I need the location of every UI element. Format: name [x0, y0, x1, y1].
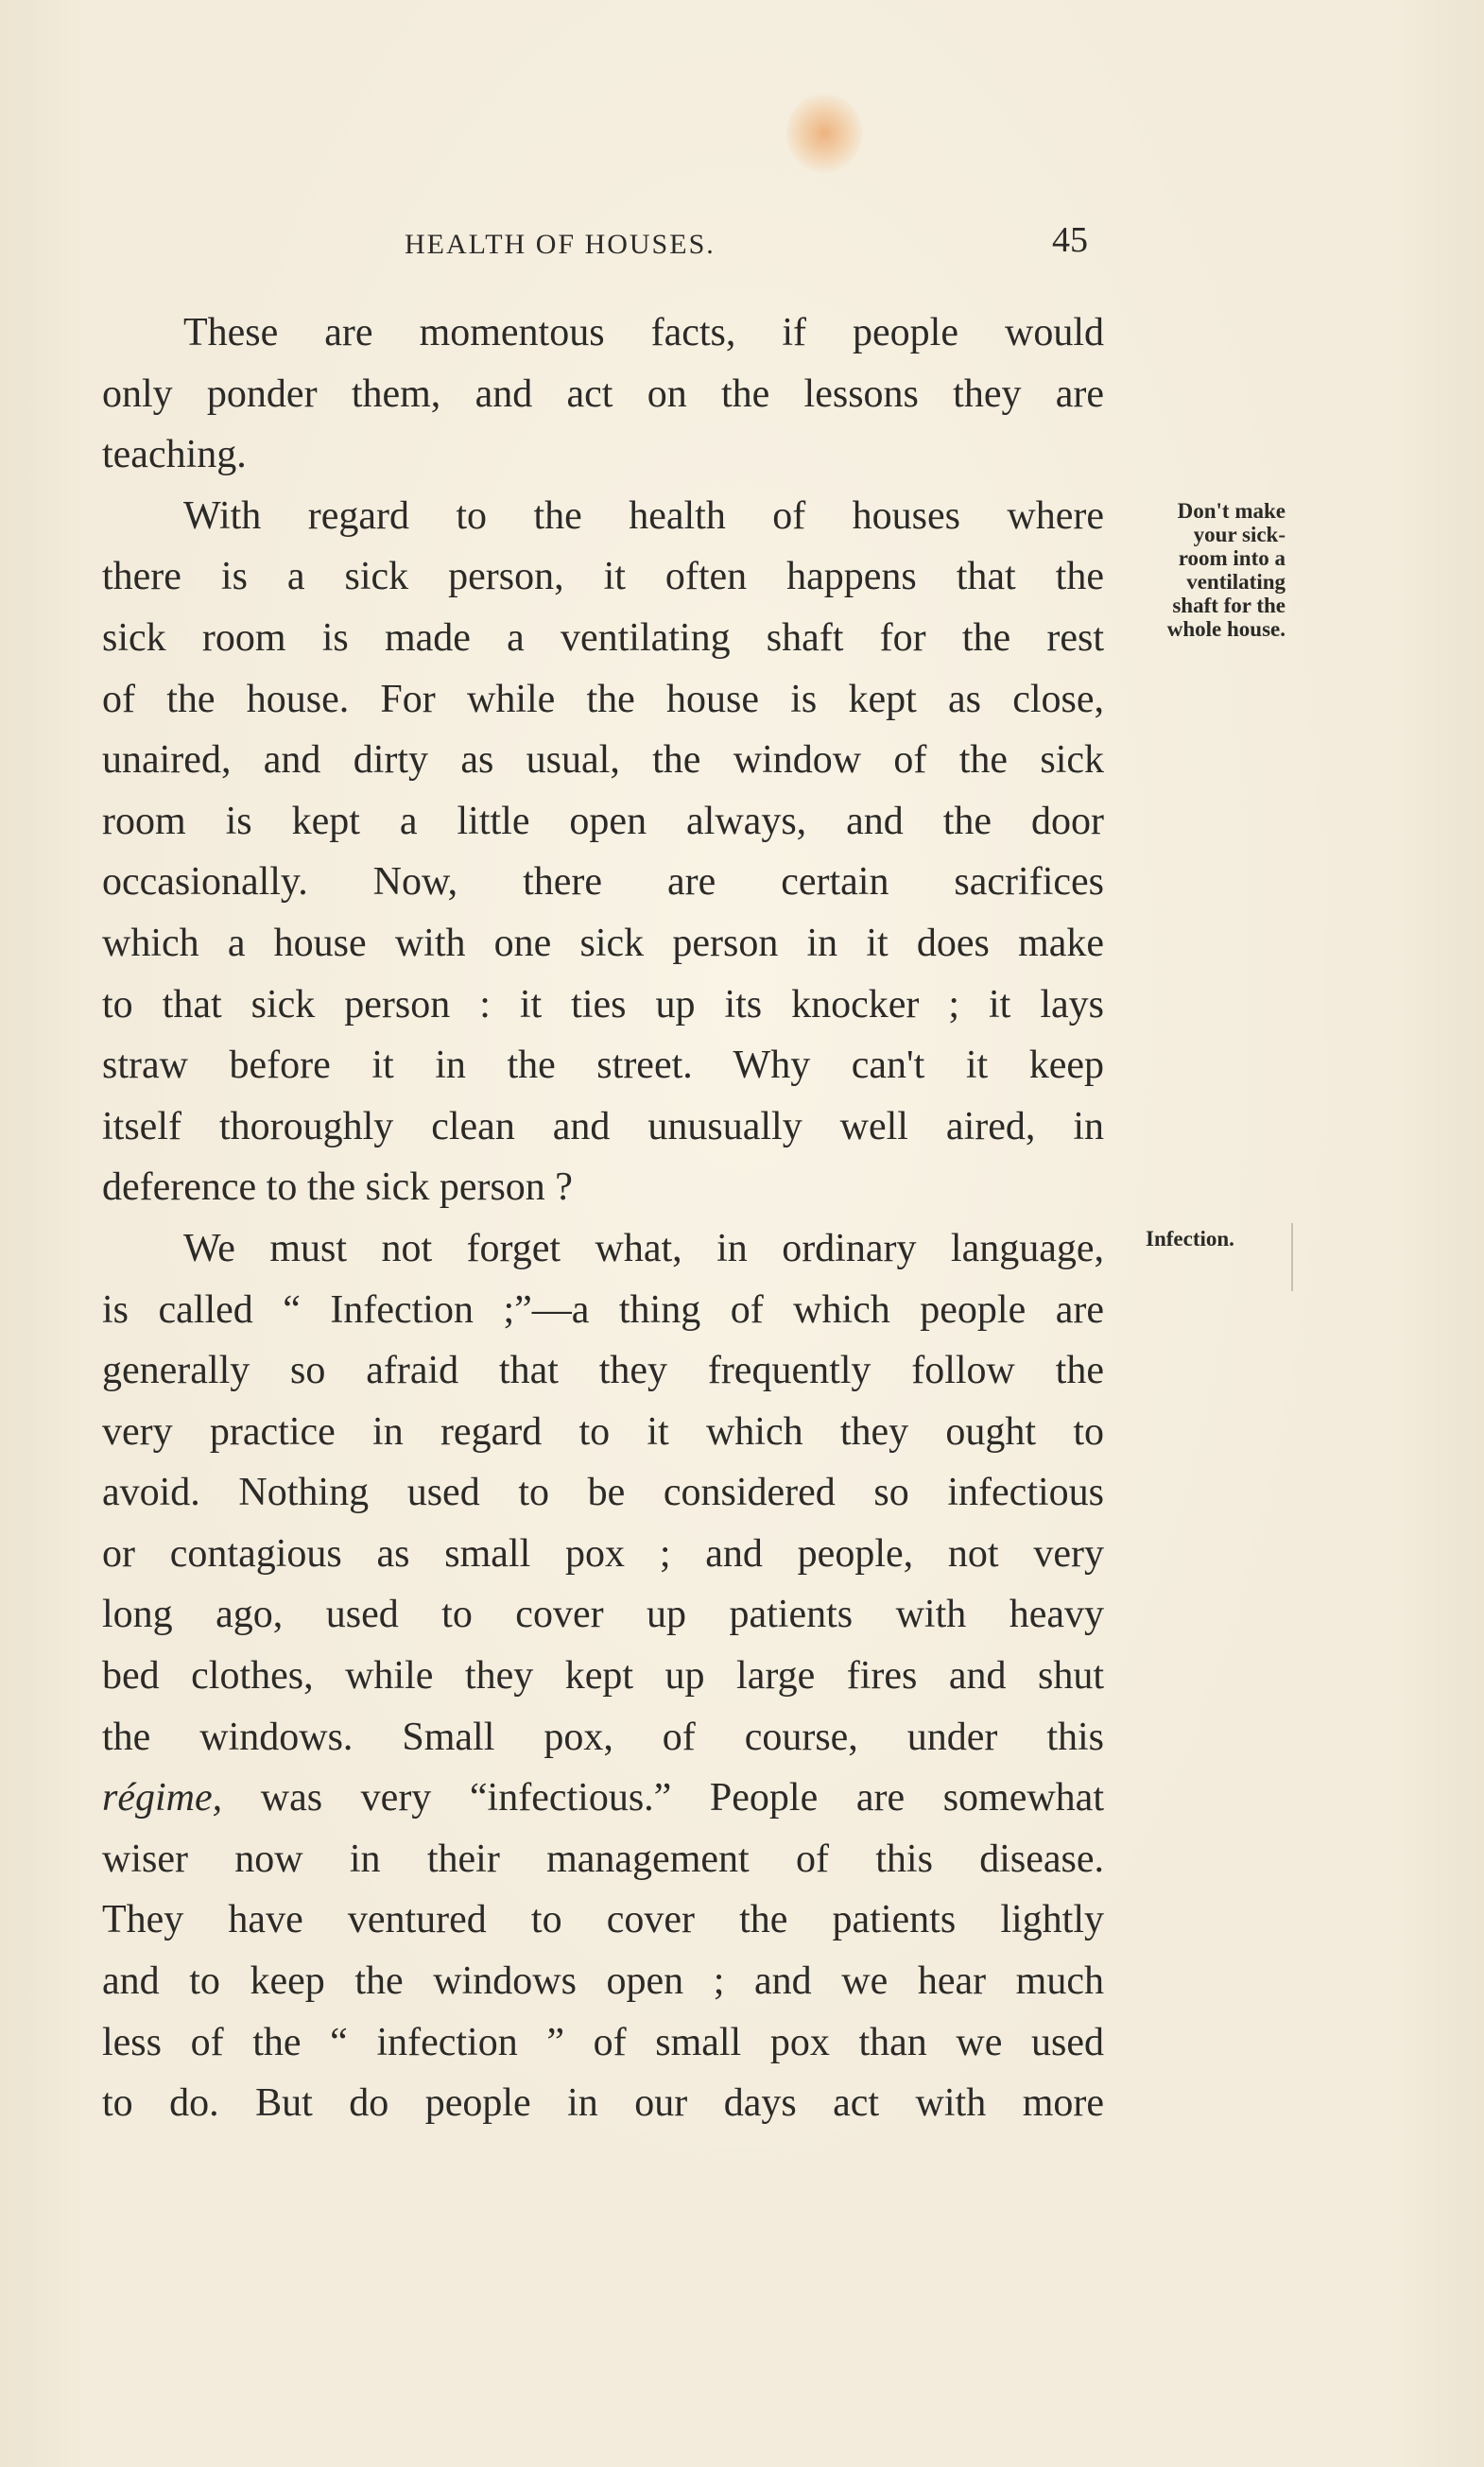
text-line: avoid. Nothing used to be considered so infectious — [102, 1471, 1104, 1515]
text-line: to that sick person : it ties up its knocker ; it lays — [102, 982, 1104, 1026]
text-line: the windows. Small pox, of course, under this — [102, 1715, 1104, 1759]
sidenote-infection: Infection. — [1146, 1227, 1234, 1251]
sidenote-line: room into a — [1178, 546, 1286, 570]
margin-mark — [1291, 1223, 1293, 1291]
text-line: of the house. For while the house is kept as close, — [102, 677, 1104, 721]
text-line: bed clothes, while they kept up large fires and shut — [102, 1654, 1104, 1699]
text-line: deference to the sick person ? — [102, 1165, 573, 1210]
text-line: is called “ Infection ;”—a thing of which people are — [102, 1287, 1104, 1332]
text-line: less of the “ infection ” of small pox than we used — [102, 2020, 1104, 2064]
text-line: and to keep the windows open ; and we hear much — [102, 1959, 1104, 2004]
page-number: 45 — [1052, 220, 1088, 260]
text-line: which a house with one sick person in it does make — [102, 921, 1104, 965]
sidenote-line: ventilating — [1186, 570, 1286, 594]
text-line-with-italic — [102, 1768, 1104, 1829]
text-line: occasionally. Now, there are certain sacrifices — [102, 860, 1104, 905]
text-line: long ago, used to cover up patients with heavy — [102, 1593, 1104, 1637]
text-line: These are momentous facts, if people would — [183, 311, 1104, 354]
running-title: HEALTH OF HOUSES. — [405, 229, 716, 260]
sidenote-sick-room — [1125, 499, 1286, 641]
sidenote-line: Don't make — [1177, 499, 1286, 523]
italic-word: régime, — [102, 1776, 223, 1820]
text-line: We must not forget what, in ordinary language, — [183, 1226, 1104, 1270]
text-line: to do. But do people in our days act with more — [102, 2081, 1104, 2126]
text-line: wiser now in their management of this disease. — [102, 1837, 1104, 1881]
text-line-rest: was very “infectious.” People are somewhat — [260, 1776, 1104, 1820]
text-line: or contagious as small pox ; and people, not very — [102, 1531, 1104, 1576]
text-line: unaired, and dirty as usual, the window of the sick — [102, 738, 1104, 783]
text-line: only ponder them, and act on the lessons they are — [102, 371, 1104, 416]
text-line: sick room is made a ventilating shaft for the rest — [102, 615, 1104, 660]
text-line: They have ventured to cover the patients lightly — [102, 1898, 1104, 1942]
text-line: very practice in regard to it which they ought to — [102, 1409, 1104, 1454]
text-line: there is a sick person, it often happens that the — [102, 555, 1104, 599]
text-line: teaching. — [102, 433, 247, 477]
text-line: straw before it in the street. Why can't it keep — [102, 1044, 1104, 1088]
body-text — [102, 302, 1104, 2134]
text-line: itself thoroughly clean and unusually well aired, in — [102, 1104, 1104, 1148]
text-line: generally so afraid that they frequently follow the — [102, 1349, 1104, 1393]
sidenote-line: your sick- — [1193, 523, 1286, 546]
text-line: With regard to the health of houses where — [183, 493, 1104, 538]
paper-stain — [786, 93, 862, 174]
sidenote-line: whole house. — [1166, 617, 1286, 641]
text-line: room is kept a little open always, and the door — [102, 799, 1104, 843]
sidenote-line: shaft for the — [1172, 594, 1286, 617]
